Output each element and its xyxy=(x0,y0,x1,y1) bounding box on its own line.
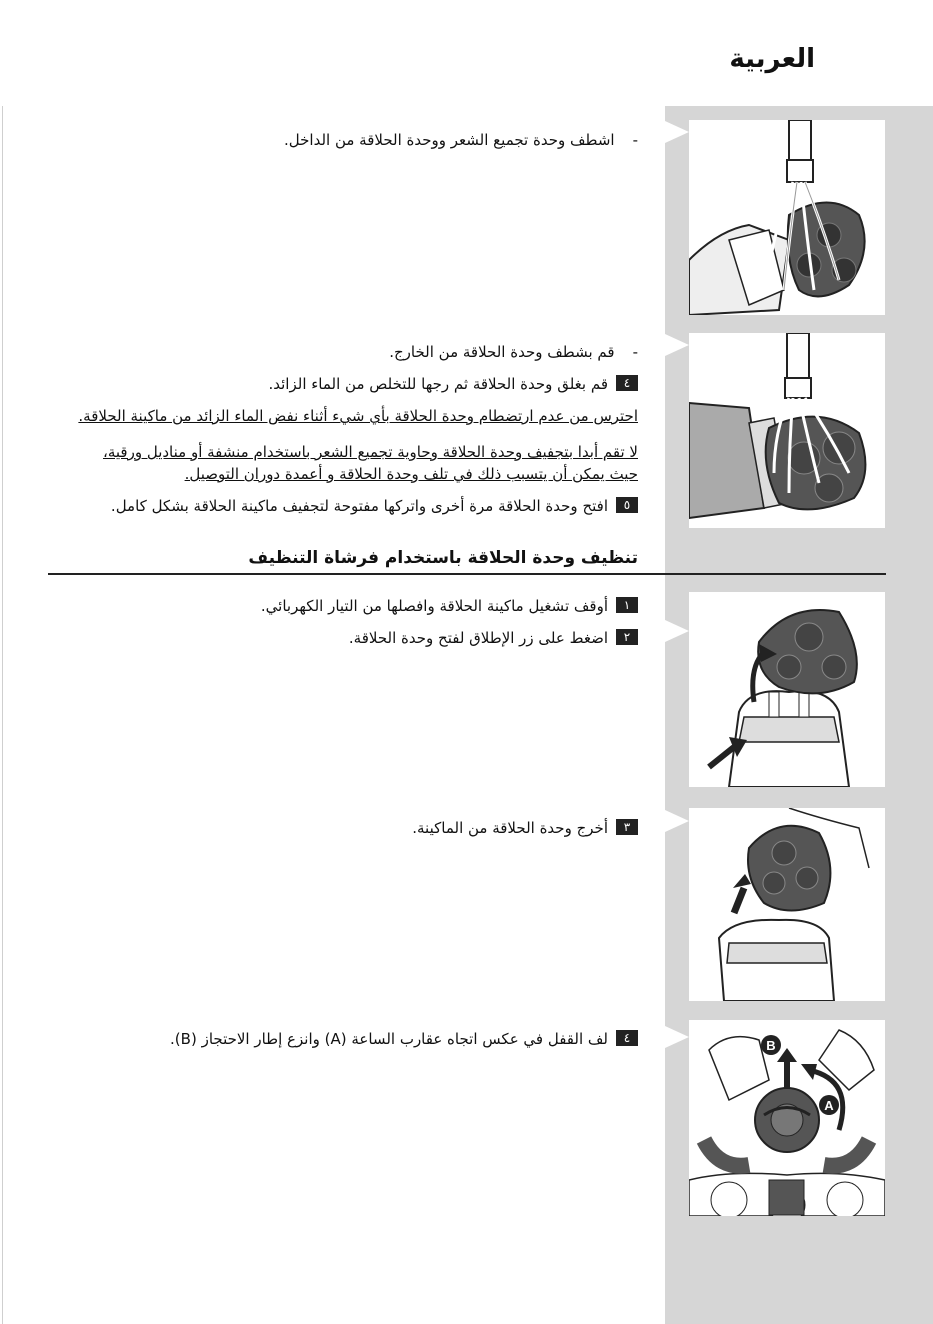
caution-dry-line1: لا تقم أبدا بتجفيف وحدة الحلاقة وحاوية تجميع الشعر باستخدام منشفة أو مناديل ورقية، xyxy=(103,443,638,461)
caution-dry-line2: حيث يمكن أن يتسبب ذلك في تلف وحدة الحلاقة و أعمدة دوران التوصيل. xyxy=(184,465,638,483)
step-2-text: اضغط على زر الإطلاق لفتح وحدة الحلاقة. xyxy=(348,629,608,647)
label-a: A xyxy=(824,1098,834,1113)
shaver-open-illustration xyxy=(689,592,885,787)
figure-remove-unit xyxy=(689,808,885,1001)
step-number-badge: ٤ xyxy=(616,1030,638,1046)
step-close-shake xyxy=(268,372,638,396)
step-number-badge: ٣ xyxy=(616,819,638,835)
figure-pointer xyxy=(665,620,689,642)
bullet-dash: - xyxy=(632,343,638,361)
step-open-dry-text: افتح وحدة الحلاقة مرة أخرى واتركها مفتوحة لتجفيف ماكينة الحلاقة بشكل كامل. xyxy=(110,497,608,515)
figure-rinse-outside xyxy=(689,333,885,528)
step-1-text: أوقف تشغيل ماكينة الحلاقة وافصلها من التيار الكهربائي. xyxy=(260,597,608,615)
step-number-badge: ٤ xyxy=(616,375,638,391)
figure-pointer xyxy=(665,1026,689,1048)
figure-pointer xyxy=(665,121,689,143)
language-header: العربية xyxy=(729,44,815,74)
step-open-dry xyxy=(111,494,638,518)
label-b: B xyxy=(766,1038,776,1053)
step-rinse-inside xyxy=(284,128,638,152)
step-number-badge: ١ xyxy=(616,597,638,613)
bullet-dash: - xyxy=(632,131,638,149)
step-1 xyxy=(261,594,638,618)
figure-pointer xyxy=(665,334,689,356)
step-4-text: لف القفل في عكس اتجاه عقارب الساعة (A) وانزع إطار الاحتجاز (B). xyxy=(170,1030,608,1048)
figure-press-release xyxy=(689,592,885,787)
shaving-unit-removed-illustration xyxy=(689,808,885,1001)
section-divider xyxy=(48,573,886,575)
caution-bump: احترس من عدم ارتضطام وحدة الحلاقة بأي شيء أثناء نفض الماء الزائد من ماكينة الحلاقة. xyxy=(78,407,638,425)
shaver-rinse-outside-illustration xyxy=(689,333,885,528)
step-rinse-outside xyxy=(389,340,638,364)
step-2 xyxy=(349,626,638,650)
shaver-rinse-inside-illustration xyxy=(689,120,885,315)
step-number-badge: ٢ xyxy=(616,629,638,645)
step-4 xyxy=(170,1027,638,1051)
step-number-badge: ٥ xyxy=(616,497,638,513)
step-rinse-inside-text: اشطف وحدة تجميع الشعر ووحدة الحلاقة من الداخل. xyxy=(284,131,615,149)
left-margin-rule xyxy=(2,106,3,1324)
figure-rinse-inside xyxy=(689,120,885,315)
step-3-text: أخرج وحدة الحلاقة من الماكينة. xyxy=(412,819,608,837)
figure-retaining-frame xyxy=(689,1020,885,1216)
step-close-shake-text: قم بغلق وحدة الحلاقة ثم رجها للتخلص من الماء الزائد. xyxy=(268,375,608,393)
step-rinse-outside-text: قم بشطف وحدة الحلاقة من الخارج. xyxy=(389,343,615,361)
retaining-frame-illustration xyxy=(689,1020,885,1216)
figure-pointer xyxy=(665,810,689,832)
step-3 xyxy=(412,816,638,840)
section-title: تنظيف وحدة الحلاقة باستخدام فرشاة التنظيف xyxy=(248,548,638,568)
